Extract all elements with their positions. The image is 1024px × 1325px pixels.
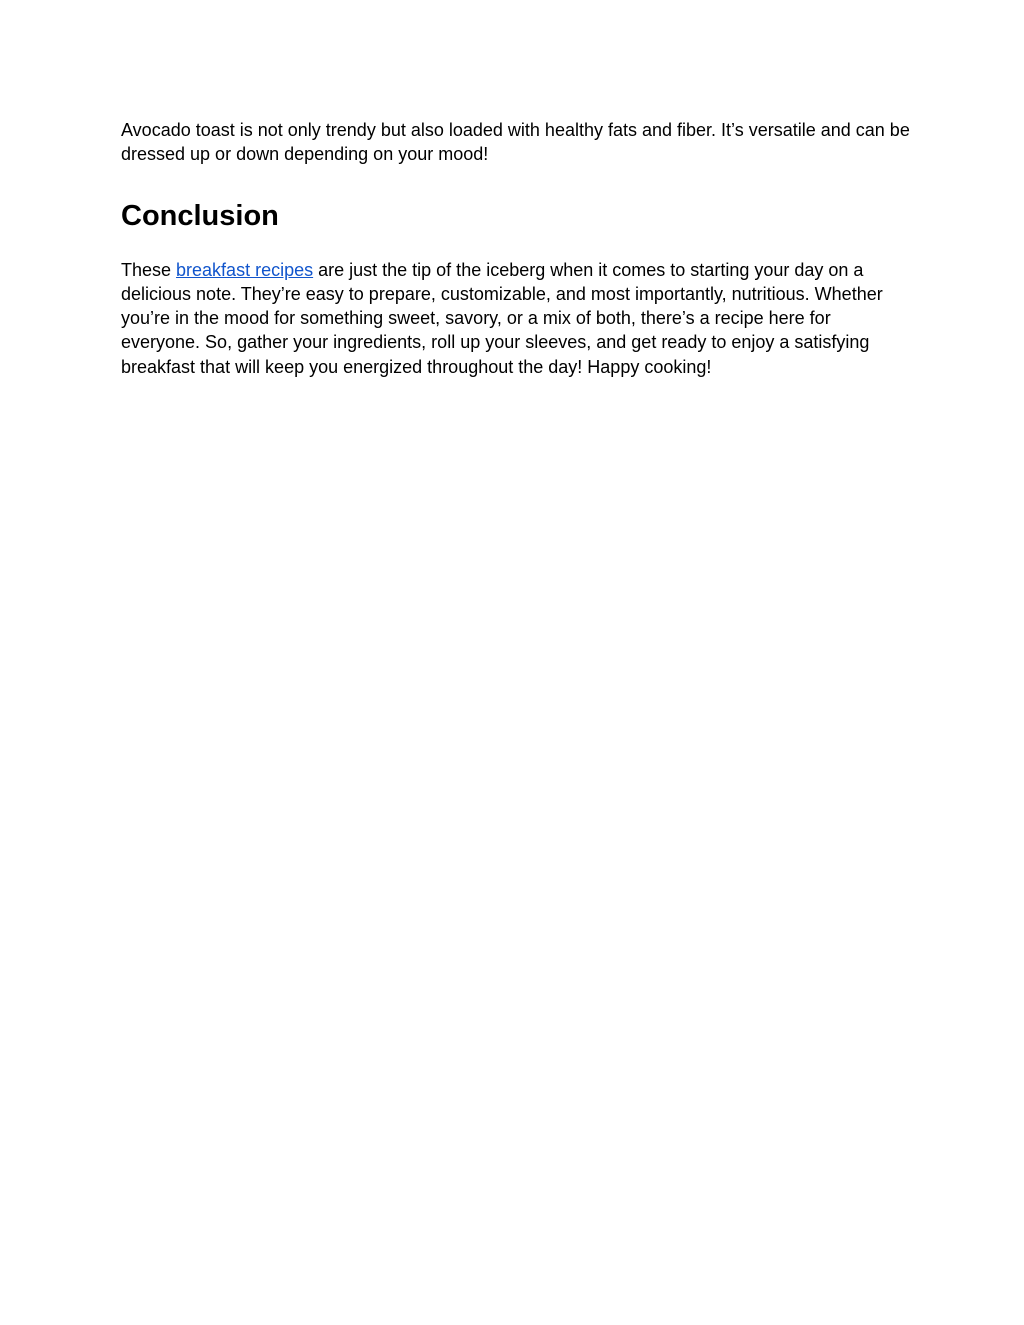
conclusion-heading: Conclusion: [121, 199, 279, 232]
avocado-toast-paragraph: Avocado toast is not only trendy but also loaded with healthy fats and fiber. It’s versatile and can be dressed up or down depending on your mood!: [121, 120, 910, 165]
conclusion-text-before-link: These: [121, 259, 177, 280]
document-page: [121, 118, 911, 379]
breakfast-recipes-link[interactable]: breakfast recipes: [176, 259, 314, 280]
conclusion-text-after-link: are just the tip of the iceberg when it comes to starting your day on a delicious note. They’re easy to prepare, customizable, and most importantly, nutritious. Whether you’re in the mood for something sweet, savory, or a mix of both, there’s a recipe here for everyone. So, gather your ingredients, roll up your sleeves, and get ready to enjoy a satisfying breakfast that will keep you energized throughout the day! Happy cooking!: [121, 259, 883, 377]
conclusion-paragraph: [121, 258, 911, 379]
